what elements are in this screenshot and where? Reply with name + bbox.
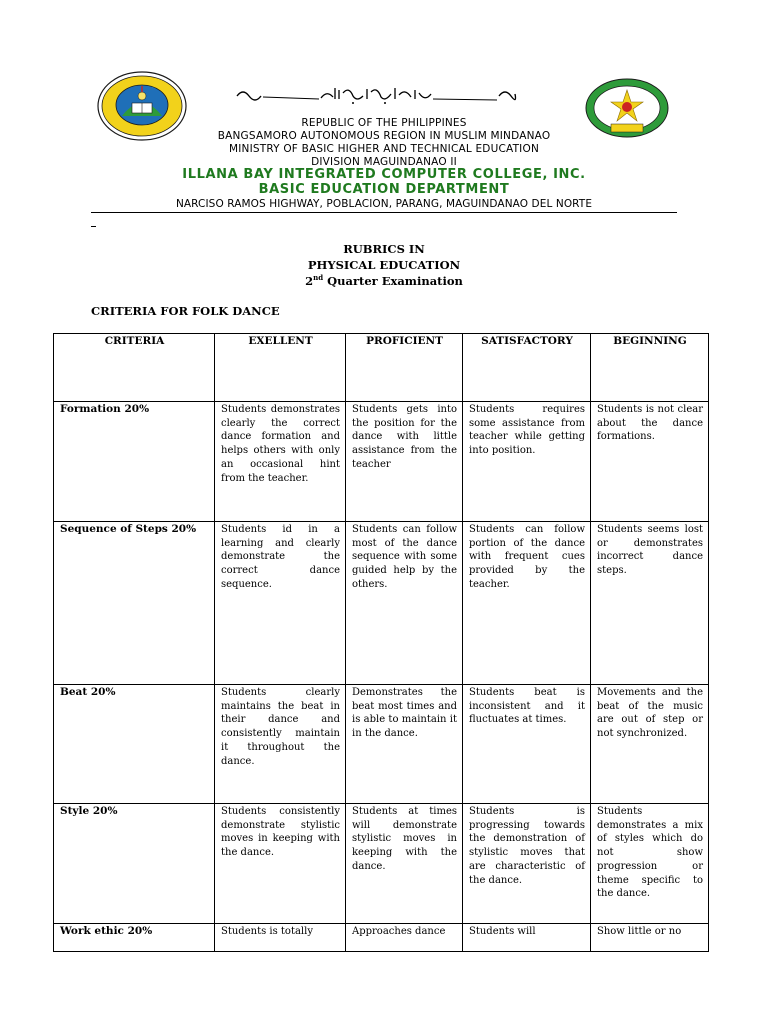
criteria-cell: Work ethic 20% [54,924,215,952]
rubric-table [53,333,709,952]
header-satisfactory: SATISFACTORY [463,334,591,402]
criteria-cell: Beat 20% [54,685,215,804]
satisfactory-cell: Students beat is inconsistent and it fluctuates at times. [463,685,591,804]
quarter-suffix: nd [313,273,324,282]
criteria-cell: Sequence of Steps 20% [54,522,215,685]
excellent-cell: Students id in a learning and clearly demonstrate the correct dance sequence. [215,522,346,685]
header-excellent: EXELLENT [215,334,346,402]
table-row [54,522,709,685]
satisfactory-cell: Students will [463,924,591,952]
proficient-cell: Approaches dance [346,924,463,952]
header-beginning: BEGINNING [591,334,709,402]
table-header-row [54,334,709,402]
bismillah-calligraphy [235,84,517,106]
stray-mark [91,226,96,227]
college-address: NARCISO RAMOS HIGHWAY, POBLACION, PARANG, MAGUINDANAO DEL NORTE [175,198,593,210]
doc-title-line3 [0,273,768,288]
table-row [54,924,709,952]
doc-title-line2: PHYSICAL EDUCATION [307,258,461,272]
header-proficient: PROFICIENT [346,334,463,402]
criteria-section-title: CRITERIA FOR FOLK DANCE [91,304,280,318]
table-row [54,804,709,924]
header-republic: REPUBLIC OF THE PHILIPPINES [301,117,467,129]
satisfactory-cell: Students is progressing towards the demonstration of stylistic moves that are characteristic of the dance. [463,804,591,924]
header-divider [91,212,677,213]
college-name: ILLANA BAY INTEGRATED COMPUTER COLLEGE, INC. [182,167,586,182]
beginning-cell: Students demonstrates a mix of styles which do not show progression or theme specific to the dance. [591,804,709,924]
doc-title-line1: RUBRICS IN [343,242,425,256]
header-criteria: CRITERIA [54,334,215,402]
satisfactory-cell: Students requires some assistance from teacher while getting into position. [463,402,591,522]
beginning-cell: Movements and the beat of the music are out of step or not synchronized. [591,685,709,804]
department-name: BASIC EDUCATION DEPARTMENT [258,182,510,197]
header-ministry: MINISTRY OF BASIC HIGHER AND TECHNICAL EDUCATION [228,143,540,155]
ministry-logo [585,78,670,138]
quarter-label: Quarter Examination [323,273,463,288]
satisfactory-cell: Students can follow portion of the dance with frequent cues provided by the teacher. [463,522,591,685]
criteria-cell: Style 20% [54,804,215,924]
beginning-cell: Students seems lost or demonstrates incorrect dance steps. [591,522,709,685]
beginning-cell: Students is not clear about the dance formations. [591,402,709,522]
proficient-cell: Students can follow most of the dance sequence with some guided help by the others. [346,522,463,685]
header-division: DIVISION MAGUINDANAO II [311,156,457,168]
excellent-cell: Students clearly maintains the beat in their dance and consistently maintain it throughout the dance. [215,685,346,804]
proficient-cell: Students at times will demonstrate stylistic moves in keeping with the dance. [346,804,463,924]
excellent-cell: Students consistently demonstrate stylistic moves in keeping with the dance. [215,804,346,924]
excellent-cell: Students demonstrates clearly the correct dance formation and helps others with only an occasional hint from the teacher. [215,402,346,522]
excellent-cell: Students is totally [215,924,346,952]
beginning-cell: Show little or no [591,924,709,952]
table-row [54,685,709,804]
proficient-cell: Students gets into the position for the dance with little assistance from the teacher [346,402,463,522]
table-row [54,402,709,522]
header-region: BANGSAMORO AUTONOMOUS REGION IN MUSLIM MINDANAO [217,130,551,142]
quarter-number: 2 [305,273,314,288]
proficient-cell: Demonstrates the beat most times and is able to maintain it in the dance. [346,685,463,804]
criteria-cell: Formation 20% [54,402,215,522]
